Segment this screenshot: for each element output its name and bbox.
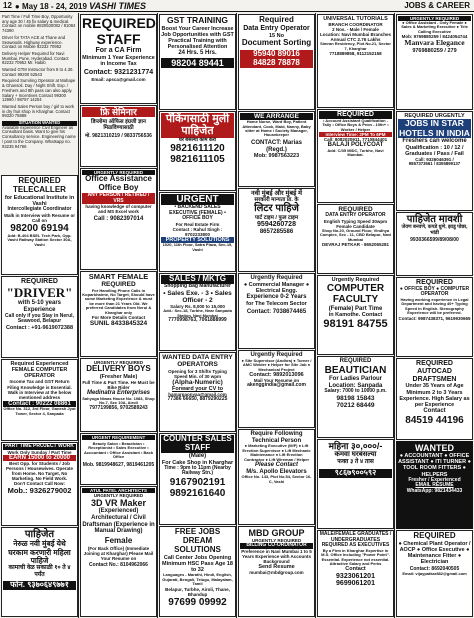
paper-title: VASHI TIMES bbox=[89, 0, 146, 11]
autocad-draftsmen-ad: REQUIRED AUTOCAD DRAFTSMEN Under 35 Years of Age Minimum 2 to 3 Years Experience. High Salary as per Experience Contact 84519 44196 bbox=[396, 358, 473, 440]
wanted-ad: WANTED ● ACCOUNTANT ● OFFICE ASSISTANT ● ITI TURNER ● TOOL ROOM FITTERS ● HELPERS Fresher / Experienced EMAIL RESUME WhatsApp: 9821434433 bbox=[396, 441, 473, 529]
maid-marathi-ad: पाहिजेत मावशी जेवण बनवणे, कपडे धुणे, झाडू पोछा, भांडी 9930366599/89/08/00 bbox=[396, 212, 473, 276]
smart-female-ad: SMART FEMALE REQUIRED For Handling Phone Calls in Koparkhairne, No Target, Should have some Marketing Experience & must be more than 21 Years Old. We preferred Candidates from Nerul & Kharghar only For More Details Contact SUNIL 8433845324 bbox=[80, 271, 157, 357]
female-operator-ad: Required Experienced FEMALE COMPUTER OPERATOR Income Tax and GST Return Filing Knowledge is Essential. Walk in Interview at the below mentioned address Contact : 90222 08861 Office No. 312, 3rd Floor, Ganesh Jyot Tower, Sector 4, Sanpada bbox=[1, 359, 78, 441]
column-1 bbox=[0, 13, 79, 618]
ca-staff-ad: REQUIRED STAFF For a CA Firm Minimum 1 Year Experience in Income Tax Contact: 9321231774 Email: apsca@gmail.com bbox=[80, 14, 157, 104]
document-sorting-ad: Required Data Entry Operator 15 No Document Sorting 95940 89016 84828 78878 bbox=[238, 14, 315, 110]
legal-office-ad: REQUIRED ● OFFICE BOY ● COMPUTER OPERATOR Having working experience in Legal Department and having 40+ Typing Speed in English. Stenography Experience will be preferred. Contact: 9987438371, 9619930665 bbox=[396, 277, 473, 357]
classified-item: Wanted GTM Instructor from 8 to 4.30. Contact 99200 52543 bbox=[2, 67, 74, 77]
balaji-polycoat-ad: REQUIRED • Account Assistant Qualification - Tally • Office Boys & Peon - 10th+ • Worker / Helper Interview Time: 2PM To 6PM Call: 8082020911, 7710844401 BALAJI POLYCOAT Add: C/35 MIDC, Turbhe, Navi Mumbai. bbox=[317, 109, 394, 203]
backend-sales-ad: URGENT • BACKEND SALES EXECUTIVE (FEMALE) • OFFICE BOY For Real Estate Firm Contact : Rahul Singh : 9702233800 PROPERTY SOLUTIONS 1020, 11th Floor, Satra Plaza, Sec-19, Vashi bbox=[159, 192, 236, 272]
column-2 bbox=[79, 13, 158, 618]
section-title: JOBS & CAREER bbox=[404, 1, 470, 10]
office-assistance-ad: URGENTLY REQUIRED Office Assistance Office Boy ANY PERSON / RETIRED / VRS having knowledge of computer and MS Excel work Call : 9082397014 bbox=[80, 168, 157, 270]
part-time-ad: PART TIME PROJECT WORK Work Only Sunday / Part Time EARN 15000 to 20000 Best Opp. for Students / Job Persons / Housewives. Operate from Home. No Target, No Marketing. No Field Work. Don't Contact Call Now: Mob.: 9326279002 bbox=[1, 442, 78, 526]
column-3 bbox=[158, 13, 237, 618]
free-jobs-ad: FREE JOBS DREAM SOLUTIONS Call Center Jobs Opening Minimum HSC Pass Age 18 to 32 Languages - Marathi, Hindi, English, Gujarati, Bengali, Telugu, Malayalam, Tamil Belapur, Turbhe, Airoli, Thane, Bhandup 97699 09992 bbox=[159, 526, 236, 617]
chemical-plant-ad: REQUIRED ● Chemical Plant Operator / AOCP ● Office Executive ● Maintenance Fitter ● Electrician Contact: 8692040505 Email: vijaypatkar882@gmail.com bbox=[396, 530, 473, 617]
page-number: 12 bbox=[3, 1, 12, 10]
classified-item: Part Time / Full Time Boy, Opportunity any age 30 / 45 fix salary & medical. Contact on mobile 9820530082 / 81084 74390 bbox=[2, 14, 76, 34]
salon-ad: URGENT REQUIREMENT Beauty Salon • Beautician • Receptionist • Sales Executive • Accountant • Office Assistant • Back Office Mob. 9819948627, 9819461205 bbox=[80, 433, 157, 485]
site-supervisor-ad: Urgently Required ● Site Supervisor (Andhra) ● Turner / AMC Welder ● Helper for Site Job ● Mechanical Project Contact: 9892013096 Mail Your Resume on akenggindia@gmail.com bbox=[238, 350, 315, 428]
computer-faculty-ad: Urgently Required COMPUTER FACULTY (Female) Part Time in Kamothe. Contact 98191 84755 bbox=[317, 275, 394, 355]
graduates-ad: MALE/FEMALE GRADUATES / UNDERGRADUATES REQUIRED AS EXECUTIVES By a Firm in Kharghar Expertise in M.S. Office Including "Power Point". Essential. Experience not essential. Attractive Salary and Perks Contact 9323061201 9699061201 bbox=[317, 530, 394, 617]
telecom-ad: Urgently Required ● Commercial Manager ● Electrical Engg. Experience 0-2 Years for The Telecom Sector Contact: 7038674465 bbox=[238, 273, 315, 349]
gst-training-ad: GST TRAINING Boost Your Career Increase Job Opportunities with GST Practical Training with Personalised Attention 24 Hrs. 5 Hrs. 98204 89441 bbox=[159, 14, 236, 110]
architect-ad: ATUL PATEL ARCHITECTS URGENTLY REQUIRED 3D VR Maker (Experienced) Architectural / Civil Draftsman (Experience in Manual Drawing) Female (For Back Office) (Immediate Joining at Kharghar) Please Mail Your Resume on Contact No.: 8104962066 bbox=[80, 486, 157, 617]
page-header bbox=[0, 0, 474, 12]
classified-item: Driver for TATA ACE at Thane and Seawoods. Highway experience. Contact on Mobile 92232 70952 bbox=[2, 34, 66, 50]
classified-item: Available experience Civil Engineer as Consultant basis. Want to give his Consultancy service. Engineering name / post to the Company. Whatsapp no. 93235 94766 bbox=[2, 124, 76, 149]
classified-list bbox=[1, 14, 78, 174]
data-entry-operators-ad: WANTED DATA ENTRY OPERATORS Opening for 3 Shifts Typing Speed Min. of 30 wpm (Alpha-Numeric) Forward your CV to hamargaonyaa@gmail.com 77386 66650, 8879290225 bbox=[159, 352, 236, 432]
mbd-group-ad: MBD GROUP URGENTLY REQUIRED BILLING CO-ORDINATOR Preference in Navi Mumbai 1 to 5 Years Experience with Accounts Background Send Resume mumbai@mbdgroup.com bbox=[238, 526, 315, 617]
universal-tutorials-ad: UNIVERSAL TUTORIALS BRANCH COORDINATOR 2 Nos. - Male / Female Location: Navi Mumbai Branches Annual CTC 2.76 Lakhs Simran Residency, Plot No.21, Sector 7, Kharghar 7718889858, 9112152158 bbox=[317, 14, 394, 108]
classified-item: Wanted Sales Person boy / girl to work in dry fruit shop in Kharghar. Contact 99320 75888 bbox=[2, 103, 74, 119]
hindi-ad: नवी मुंबई और मुंबई में सरकारी मान्यता प्रा. के लिटर पाहिजे पार्ट टाइम / फुल टाइम 9594260728 8657285586 bbox=[238, 188, 315, 272]
column-5 bbox=[316, 13, 395, 618]
driver-ad: REQUIRED "DRIVER" with 5-10 years Experience Call only if you Stay in Nerul, Seawood, Belapur Contact : +91-9619072388 bbox=[1, 276, 78, 358]
classified-item: Required Sumiring Operator at Mahape & Ghansoli. Day / Night Shift. Exp. / Freshers and 8th pass can also apply. Salary + Incentives Contact 99300 12990 / 98797 14204 bbox=[2, 78, 76, 103]
seminar-ad: फ्रि सेमिनार डिप्लोमा ऑफिस इंग्रजी ज्ञान मिळविण्यासाठी मो. 9821310219 / 9833756536 bbox=[80, 105, 157, 167]
classified-item: Delivery Helper Required for Navi Mumbai, Pune, Hyderabad. Contact 92232 70952 Mr. Habib bbox=[2, 50, 69, 66]
manvara-ad: URGENTLY REQUIRED ● Office Assistant - Only Female ● Sales & Marketing Executive ● Tele Calling Executive Mob: 9769880259 / 8424054744 Manvara Elegance 9769880259 / 279 bbox=[396, 14, 473, 110]
packing-girls-ad: पॅकिंगसाठी मुली पाहिजेत घर बसल्या काम करा 9821611120 9821611105 bbox=[159, 111, 236, 191]
column-6 bbox=[395, 13, 474, 618]
classified-heading: SITUATION WANTED bbox=[2, 121, 77, 126]
marathi-maid-ad: पाहिजेत नेरुळ नवी मुंबई येथे घरकाम करणारी महिला पाहिजे कामाची वेळ सकाळी १० ते ४ पर्यंत फोन. ९३७०६४९७७१ bbox=[1, 527, 78, 617]
sales-marketing-ad: SALES / MKTG Shopping Bag Manufacturer • Sales Exe. - 3 • Sales Officer - 2 Salary Rs. 8,000 to 15,000 Add.: Sec-18, Turbhe, Near Sanpada Station, Navi Mumbai 7770998763, 7061888999 bbox=[159, 273, 236, 351]
data-entry-female-ad: REQUIRED DATA ENTRY OPERATOR English Typing Speed 30wpm Female Candidate Shop No.20, Ground Floor, Vindhya Complex, Sec - 11, CBD Belapur, Navi Mumbai DEVRAJ PETKAR - 8652065281 bbox=[317, 204, 394, 274]
issue-date: ● May 18 - 24, 2019 VASHI TIMES bbox=[14, 0, 146, 11]
lift-technical-ad: Require Following Technical Person ● Marketing Executive (M/F) ● Lift Erection Supervisor ● Lift Mechanic Maintenance ● Lift Erection Contractor ● Lift Wireman / Helper Please Contact M/s. Apollo Elevators Office No. 143, Plot No.54, Sector 16-C, Vashi bbox=[238, 429, 315, 525]
delivery-boys-ad: URGENTLY REQUIRED DELIVERY BOYS (Fresher Male) Full Time & Part Time. He Must be Bike Rider Medinatra Enterprises Sahyoga Niwas House No. 1083, Shop No.7, Sec 10A, Airoli 7977199856, 9702589243 bbox=[80, 358, 157, 432]
beautician-ad: REQUIRED BEAUTICIAN For Ladies Parlour Location: Sanpada Salary: 7000 to 10000 p.m. 98198 15843 70212 68449 bbox=[317, 356, 394, 438]
counter-sales-ad: COUNTER SALES STAFF (Male) For Cake Shop in Kharghar Time : 9pm to 11pm (Nearby Railway Stn.) 9167902191 9892161640 bbox=[159, 433, 236, 525]
telecaller-ad: REQUIRED TELECALLER for Educational Institute in Vashi Intercollegiate Coordinator Walk in Interview with Resume or Call on 98200 69194 Add: B-404 BSEL Tech Park, Opp. Vashi Railway Station Sector 30A, Vashi bbox=[1, 175, 78, 275]
star-hotels-ad: REQUIRED URGENTLY JOBS IN STAR HOTELS IN INDIA Freshers can welcome Qualification : 10 / 12 / Graduates / Pass / Fail Call: 9326046391 / 9867373561 / 8355899137 bbox=[396, 111, 473, 211]
work-from-home-ad: महिना ३०,०००/- कमवा घरबसल्या फक्त ३ ते ४ तास ९८६७९००५९२ bbox=[317, 439, 394, 529]
we-arrange-ad: WE ARRANGE Home Nurse, Ward Boy, Patient Attendant, Cook, Maid, Nanny, Baby sitter at Home / Society Manager, Housekeeper CONTACT: Marias (Regd.) Mob: 9987563223 bbox=[238, 111, 315, 187]
column-4 bbox=[237, 13, 316, 618]
